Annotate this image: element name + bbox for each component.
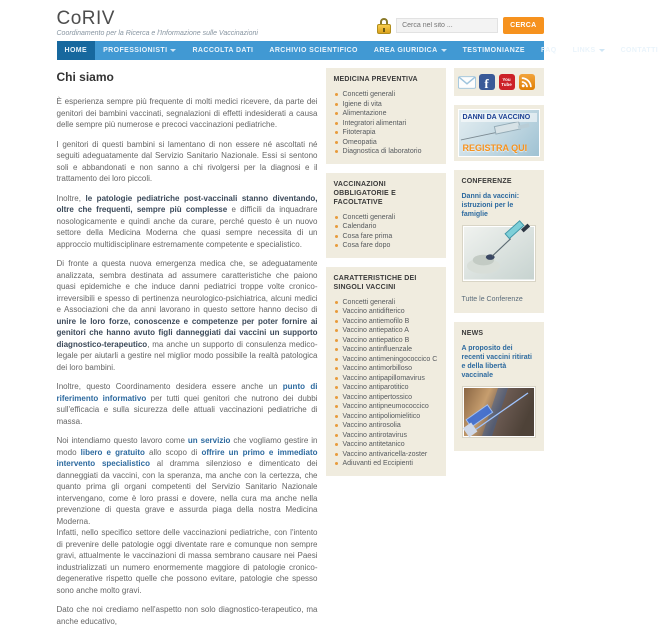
sidebar-link-list [334,213,438,251]
conferenze-box [454,170,544,313]
blue-syringe-photo [464,388,534,436]
text-segment: Infatti, nello specifico settore delle vaccinazioni pediatriche, con l'intento di prevenire delle patologie oggi diventate rare e comunque non sempre gravi, attualmente le vaccinazioni di massa sembrano causare nei Paesi industrializzati un numero enormemente maggiore di patologie cronico-degenerative rispetto quelle che possono evitare, patologie che spesso sono anche molto gravi. [56,528,318,595]
header [57,0,544,37]
youtube-icon[interactable] [499,74,515,90]
nav-item-raccolta-dati[interactable] [184,41,261,60]
article-body [57,96,318,627]
sidebar-link[interactable]: Integratori alimentari [334,119,438,129]
text-segment: per tutti quei genitori che nutrono dei dubbi sull'efficacia e sulla sicurezza delle attuali vaccinazioni pediatriche di massa. [56,393,318,426]
search-button[interactable]: CERCA [503,17,543,34]
sidebar-link[interactable]: Vaccino antitetanico [334,440,438,450]
sidebar-link[interactable]: Calendario [334,222,438,232]
rss-icon[interactable] [519,74,535,90]
article-paragraph [57,258,318,373]
text-segment: al dramma silenzioso e dimenticato dei danneggiati da vaccini, con la speranza, ma anche con la certezza, che quanto prima gli organi competenti del Servizio Sanitario Nazionale intervengano, come è loro prassi e dovere, nella cura ma anche nella prevenzione di questa grave e assurda piaga della nostra Medicina Moderna. [56,459,318,526]
nav-item-faq[interactable] [533,41,565,60]
nav-item-testimonianze[interactable] [455,41,533,60]
sidebar-link[interactable]: Vaccino antipneumococcico [334,402,438,412]
sidebar-link[interactable]: Vaccino antiparotitico [334,383,438,393]
inline-link[interactable]: un servizio [187,436,231,445]
social-box [454,68,544,96]
brand [57,9,258,37]
article-paragraph [57,527,318,596]
sidebar-link[interactable]: Vaccino antinfluenzale [334,345,438,355]
vial-syringe-photo [464,227,534,280]
article-paragraph [57,139,318,185]
article-paragraph [57,435,318,527]
page [56,0,659,635]
sidebar-section-title: VACCINAZIONI OBBLIGATORIE E FACOLTATIVE [333,180,396,206]
sidebar-link[interactable]: Cosa fare dopo [334,241,438,251]
facebook-icon[interactable] [479,74,495,90]
text-segment: È esperienza sempre più frequente di molti medici ricevere, da parte dei genitori dei bambini vaccinati, segnalazioni di effetti indesiderati a causa delle sempre più numerose e precoci vaccinazioni pediatriche. [56,97,318,129]
sidebar-link[interactable]: Concetti generali [334,298,438,308]
sidebar-link-list [334,90,438,157]
sidebar-section-title: MEDICINA PREVENTIVA [333,76,418,83]
chevron-down-icon [599,49,605,52]
category-sidebar [326,68,446,635]
nav-item-label: FAQ [540,47,557,54]
text-segment: che vogliamo gestire in modo [56,436,318,457]
nav-item-label: ARCHIVIO SCIENTIFICO [269,47,358,54]
text-segment: Dato che noi crediamo nell'aspetto non solo diagnostico-terapeutico, ma anche educativo, [56,605,318,626]
chevron-down-icon [170,49,176,52]
nav-item-label: TESTIMONIANZE [462,47,525,54]
text-segment: le patologie pediatriche post-vaccinali stanno diventando, oltre che frequenti, sempre più complesse [56,193,318,214]
sidebar-section [326,68,446,164]
sidebar-link[interactable]: Vaccino antipoliomielitico [334,412,438,422]
sidebar-link[interactable]: Concetti generali [334,213,438,223]
sidebar-link[interactable]: Vaccino antiemofilo B [334,317,438,327]
nav-item-label: LINKS [572,47,596,54]
youtube-glyph-top: You [502,77,511,82]
text-segment: allo scopo di [144,447,202,457]
sidebar-section [326,267,446,476]
youtube-glyph-bottom: Tube [501,82,512,87]
sidebar-link[interactable]: Vaccino antiepatico B [334,336,438,346]
article-paragraph [57,381,318,427]
inline-link[interactable]: punto di riferimento informativo [56,382,318,403]
text-segment: Inoltre, [56,193,86,203]
conferenze-heading: CONFERENZE [461,178,512,185]
sidebar-link[interactable]: Omeopatia [334,138,438,148]
search-input[interactable] [396,18,498,33]
sidebar-link[interactable]: Vaccino antivaricella-zoster [334,450,438,460]
text-segment: e difficili da inquadrare nosologicamente e quindi anche da curare, perché questo è un nuovo settore della Medicina Moderna che quasi sempre necessita di un approccio multidisciplinare estremamente competente e specialistico. [56,205,318,249]
text-segment: unire le loro forze, conoscenze e competenze per poter fornire ai genitori che hanno avuto figli danneggiati dai vaccini un supporto diagnostico-terapeutico [56,316,318,349]
site-subtitle: Coordinamento per la Ricerca e l'Informazione sulle Vaccinazioni [56,30,258,37]
sidebar-link[interactable]: Concetti generali [334,90,438,100]
banner-register-link[interactable]: REGISTRA QUI [462,143,528,153]
news-box [454,322,544,451]
text-segment: , ma anche un supporto di consulenza medico-legale per aiutarli a gestire nel miglior modo possibile la realtà patologica dei loro bambini. [56,339,318,372]
sidebar-link[interactable]: Cosa fare prima [334,232,438,242]
sidebar-link[interactable]: Diagnostica di laboratorio [334,147,438,157]
conferenze-image[interactable] [462,225,536,282]
content [57,68,544,635]
sidebar-link[interactable]: Igiene di vita [334,100,438,110]
sidebar-link[interactable]: Adiuvanti ed Eccipienti [334,459,438,469]
sidebar-link[interactable]: Vaccino antidifterico [334,307,438,317]
sidebar-section [326,173,446,258]
article-paragraph [57,96,318,131]
nav-item-label: AREA GIURIDICA [373,47,438,54]
lock-icon [377,18,391,34]
site-title[interactable]: CoRIV [56,8,115,29]
sidebar-link[interactable]: Fitoterapia [334,128,438,138]
conferenze-article-link[interactable]: Danni da vaccini: istruzioni per le famiglie [461,193,520,218]
nav-item-archivio-scientifico[interactable] [261,41,366,60]
sidebar-section-title: CARATTERISTICHE DEI SINGOLI VACCINI [333,274,417,291]
facebook-glyph: f [484,75,489,91]
inline-link[interactable]: offrire un primo e immediato intervento specialistico [56,447,318,468]
inline-link[interactable]: libero e gratuito [80,447,145,457]
nav-item-label: PROFESSIONISTI [103,47,168,54]
sidebar-link[interactable]: Vaccino antimorbilloso [334,364,438,374]
all-conferences-link[interactable]: Tutte le Conferenze [461,295,523,303]
nav-item-label: HOME [64,47,88,54]
nav-item-area-giuridica[interactable] [366,41,455,60]
sidebar-link[interactable]: Vaccino antimeningococcico C [334,355,438,365]
vaccine-damage-banner[interactable] [454,105,544,161]
nav-item-professionisti[interactable] [95,41,184,60]
right-sidebar [454,68,544,635]
news-heading: NEWS [461,329,484,337]
text-segment: Inoltre, questo Coordinamento desidera essere anche un [56,382,283,391]
email-icon[interactable] [459,74,475,90]
banner-title: DANNI DA VACCINO [461,113,537,122]
banner-image [458,109,540,157]
nav-item-contatti[interactable] [613,41,666,60]
sidebar-link[interactable]: Vaccino antipertossico [334,393,438,403]
sidebar-link[interactable]: Vaccino antiepatico A [334,326,438,336]
lock-body [377,24,391,34]
sidebar-link[interactable]: Vaccino antirosolia [334,421,438,431]
chevron-down-icon [441,49,447,52]
nav-item-label: CONTATTI [620,47,659,54]
article-paragraph [57,193,318,251]
sidebar-link[interactable]: Alimentazione [334,109,438,119]
sidebar-link[interactable]: Vaccino antipapillomavirus [334,374,438,384]
news-article-link[interactable]: A proposito dei recenti vaccini ritirati e della libertà vaccinale [461,344,532,379]
nav-item-home[interactable] [57,41,96,60]
text-segment: Noi intendiamo questo lavoro come [56,436,188,445]
search-area [377,14,543,37]
sidebar-link-list [334,298,438,469]
text-segment: Di fronte a questa nuova emergenza medica che, se adeguatamente analizzata, sembra destinata ad assumere caratteristiche che paiono quasi epidemiche e che induce danni pediatrici troppe volte cronico-irreversibili e spesso di pertinenza neurologico-psichiatrica, alcuni medici e Associazioni che da anni lavorano in questo settore hanno deciso di [56,259,318,314]
text-segment: I genitori di questi bambini si lamentano di non essere né ascoltati né seguiti adeguatamente dal Servizio Sanitario Nazionale. Essi si sentono soli e abbandonati e non sanno a chi rivolgersi per la diagnosi e il trattamento dei loro piccoli. [56,139,318,183]
main-nav [57,41,659,60]
nav-item-label: RACCOLTA DATI [192,47,254,54]
page-title: Chi siamo [56,70,114,84]
sidebar-link[interactable]: Vaccino antirotavirus [334,431,438,441]
news-image[interactable] [462,386,536,438]
article-paragraph [57,604,318,627]
article-column [57,68,318,635]
nav-item-links[interactable] [565,41,613,60]
